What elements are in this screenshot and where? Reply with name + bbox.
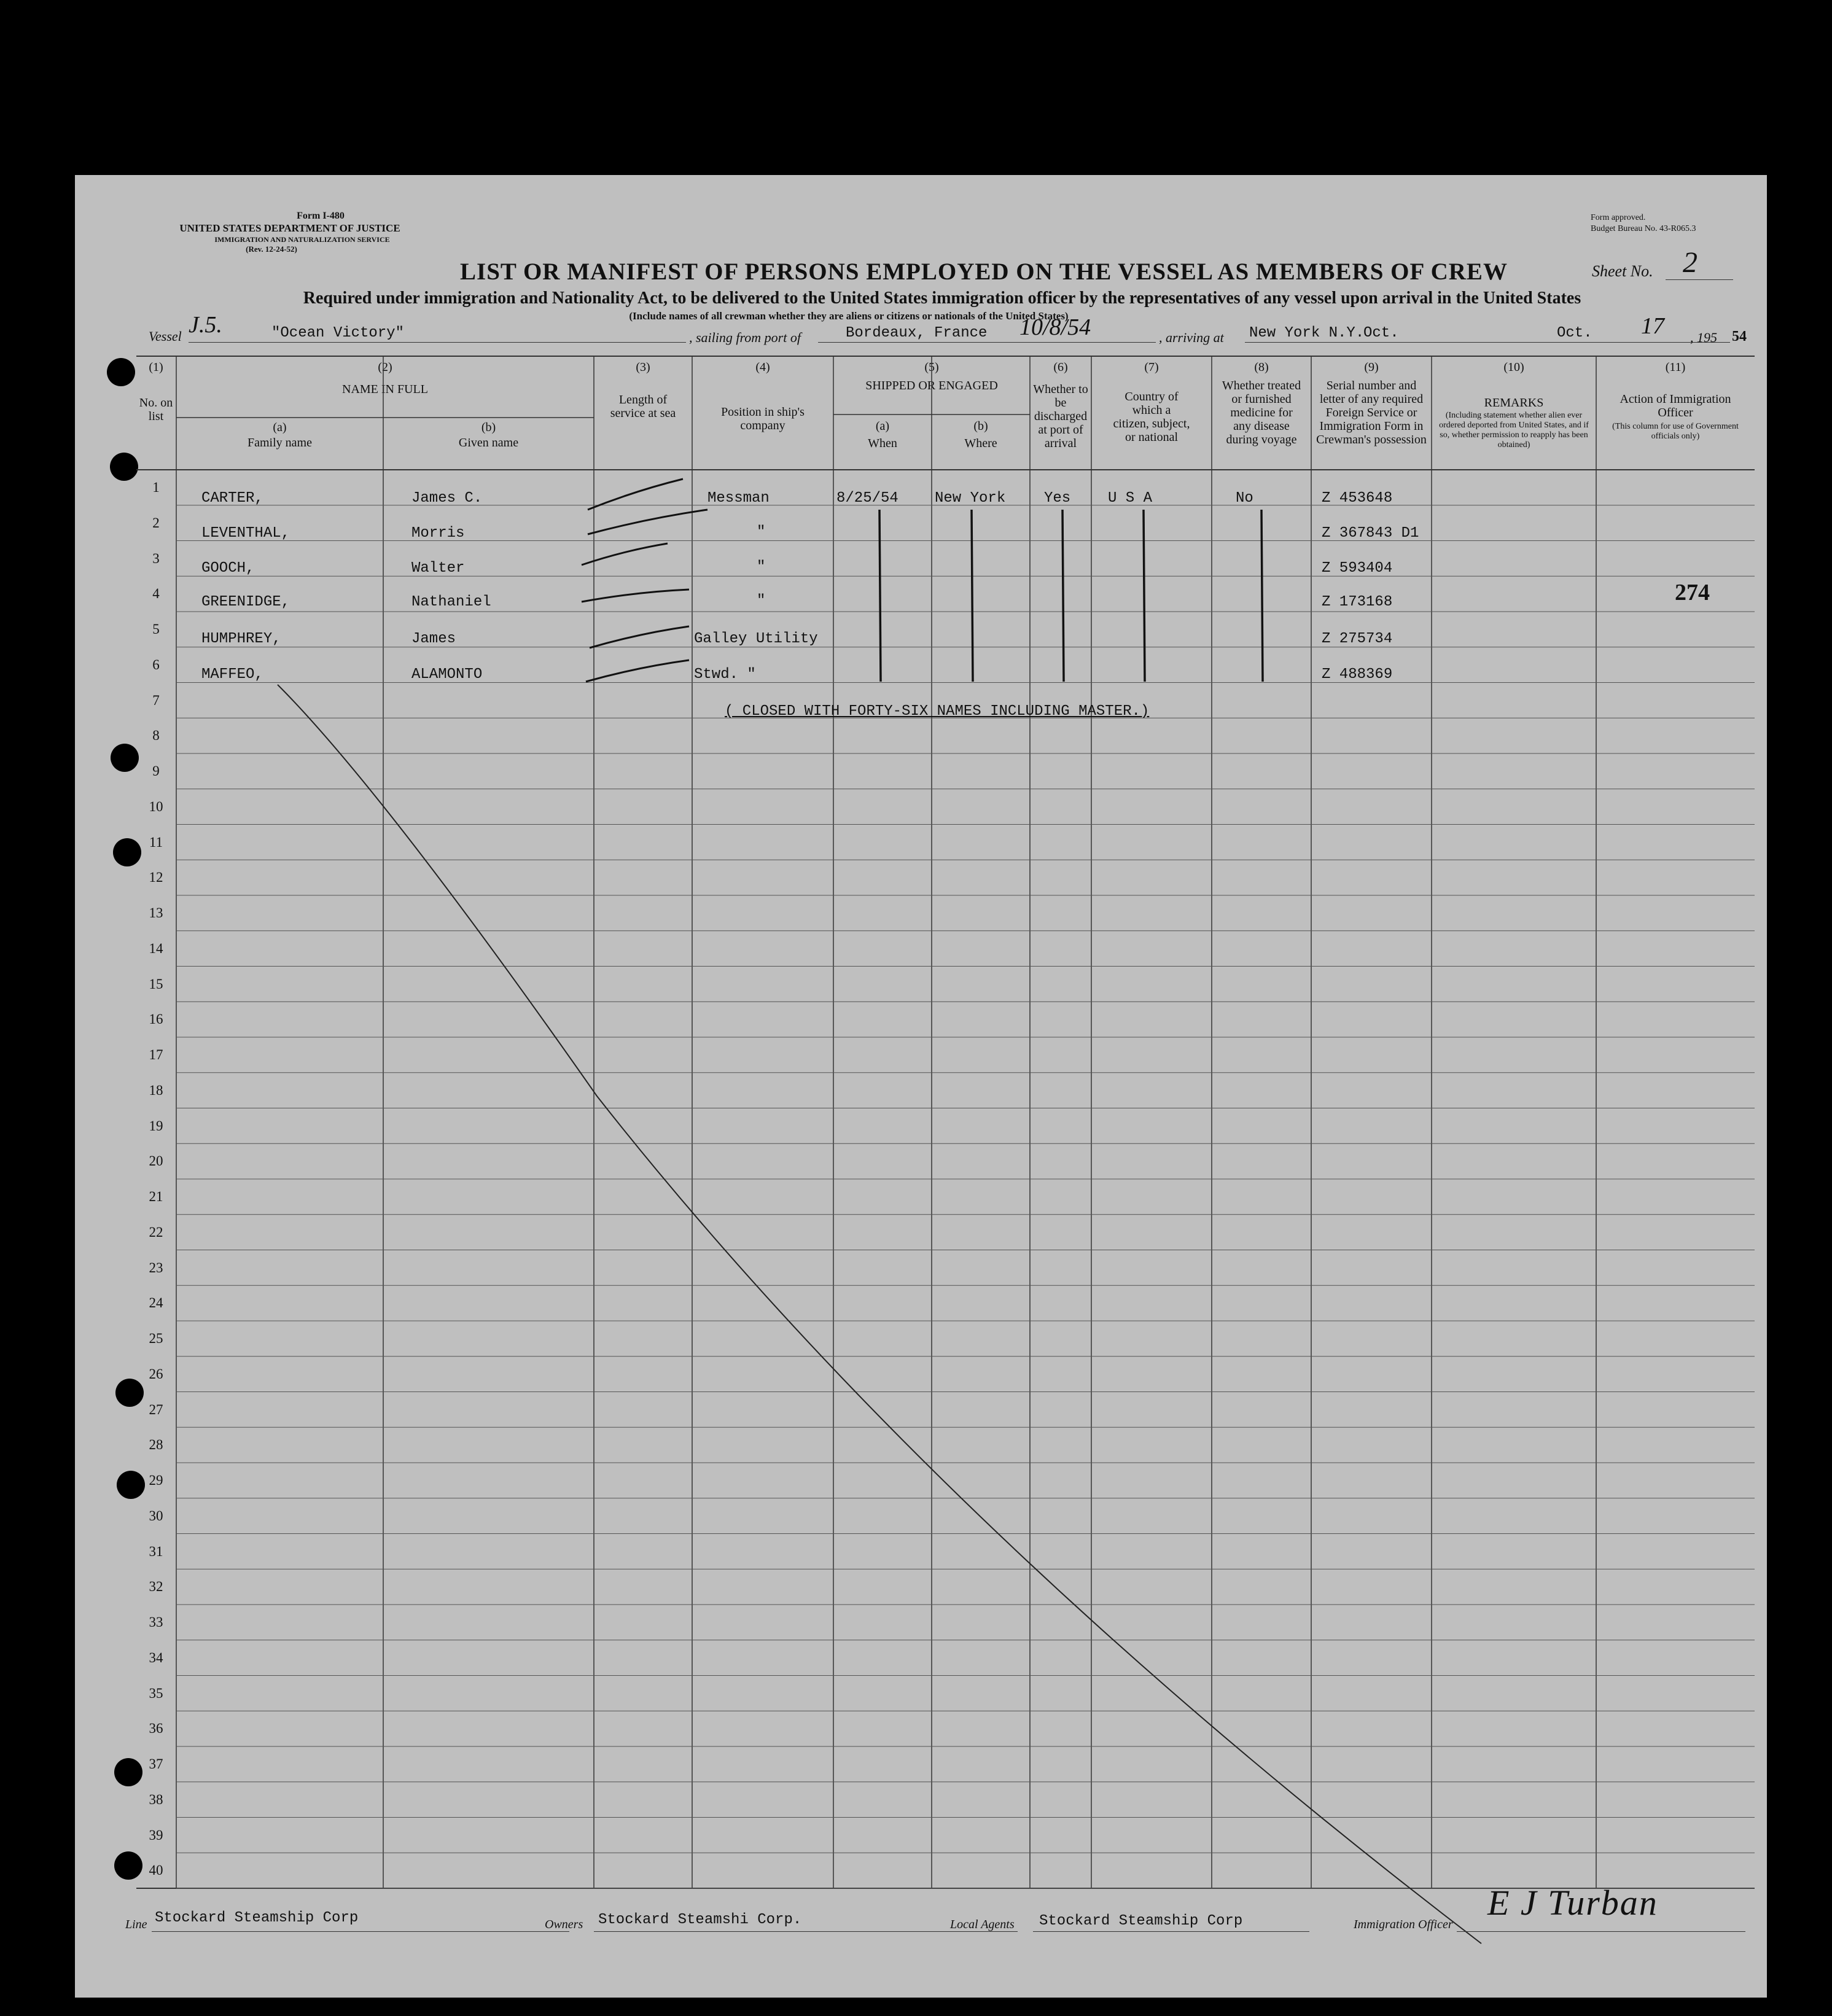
col5a-label: When	[868, 437, 897, 450]
family-name: GOOCH,	[201, 560, 255, 577]
serial-number: Z 488369	[1322, 666, 1393, 683]
officer-label: Immigration Officer	[1354, 1918, 1453, 1931]
row-number: 32	[149, 1579, 163, 1595]
required-statement: Required under immigration and Nationality Act, to be delivered to the United States immigration officer by the representatives of any vessel upon arrival in the United States	[303, 289, 1581, 308]
sailing-port: Bordeaux, France	[846, 325, 988, 341]
col2-label: NAME IN FULL	[342, 383, 428, 396]
col4-num: (4)	[755, 360, 770, 374]
col7-num: (7)	[1144, 360, 1159, 374]
row-number: 38	[149, 1791, 163, 1807]
row-number: 33	[149, 1614, 163, 1630]
row-number: 22	[149, 1224, 163, 1240]
given-name: James	[411, 631, 456, 647]
officer-underline	[1457, 1931, 1745, 1932]
department-name: UNITED STATES DEPARTMENT OF JUSTICE	[179, 222, 400, 234]
arrival-month-2: Oct.	[1557, 325, 1592, 341]
sailing-date-handwritten: 10/8/54	[1019, 314, 1091, 340]
position: Galley Utility	[694, 631, 818, 647]
family-name: GREENIDGE,	[201, 594, 290, 610]
agents-company: Stockard Steamship Corp	[1039, 1913, 1243, 1929]
row-number: 40	[149, 1862, 163, 1878]
row-number: 27	[149, 1401, 163, 1417]
row-number: 20	[149, 1153, 163, 1169]
vessel-label: Vessel	[149, 329, 182, 344]
col9-num: (9)	[1364, 360, 1379, 374]
serial-number: Z 453648	[1322, 490, 1393, 507]
row-number: 28	[149, 1437, 163, 1453]
row-number: 9	[152, 763, 160, 779]
col1-num: (1)	[149, 360, 163, 374]
include-note: (Include names of all crewman whether they are aliens or citizens or nationals of the United States)	[629, 310, 1069, 322]
row-number: 17	[149, 1047, 163, 1063]
ditto-stroke	[1144, 510, 1145, 682]
row-number: 37	[149, 1756, 163, 1772]
col10-label: REMARKS	[1484, 396, 1544, 410]
col10-num: (10)	[1503, 360, 1524, 374]
sailing-label: , sailing from port of	[689, 330, 801, 345]
agents-label: Local Agents	[950, 1918, 1015, 1931]
row-number: 34	[149, 1649, 163, 1665]
family-name: MAFFEO,	[201, 666, 263, 683]
row-number: 35	[149, 1685, 163, 1701]
col5b-label: Where	[964, 437, 997, 450]
revision-date: (Rev. 12-24-52)	[246, 244, 297, 254]
family-name: HUMPHREY,	[201, 631, 281, 647]
arriving-port: New York N.Y.	[1249, 325, 1365, 341]
family-name: LEVENTHAL,	[201, 525, 290, 542]
medicine: No	[1236, 490, 1253, 507]
col8-num: (8)	[1254, 360, 1269, 374]
arrival-day: 17	[1641, 313, 1664, 339]
country: U S A	[1108, 490, 1153, 507]
given-name: Nathaniel	[411, 594, 491, 610]
row-number: 10	[149, 798, 163, 814]
owners-company: Stockard Steamshi Corp.	[598, 1912, 802, 1928]
row-number: 12	[149, 870, 163, 885]
ditto-stroke	[1261, 510, 1263, 682]
vessel-name: "Ocean Victory"	[271, 325, 405, 341]
handwritten-stroke	[588, 510, 707, 534]
closed-note: ( CLOSED WITH FORTY-SIX NAMES INCLUDING MASTER.)	[725, 703, 1150, 720]
line-label: Line	[125, 1918, 147, 1931]
row-number: 5	[152, 621, 160, 637]
line-underline	[152, 1931, 569, 1932]
col2a-label: Family name	[248, 436, 312, 450]
agents-underline	[1033, 1931, 1309, 1932]
arrival-month: Oct.	[1363, 325, 1399, 341]
col5a-num: (a)	[875, 419, 890, 433]
year-prefix: , 195	[1690, 330, 1717, 345]
shipped-when: 8/25/54	[836, 490, 898, 507]
col7-label: Country of which a citizen, subject, or national	[1113, 390, 1190, 444]
row-number: 1	[152, 480, 160, 496]
row-number: 11	[149, 834, 163, 850]
row-number: 31	[149, 1543, 163, 1559]
row-number: 13	[149, 905, 163, 921]
col5-label: SHIPPED OR ENGAGED	[865, 379, 998, 392]
row-number: 24	[149, 1295, 163, 1311]
position: Stwd. "	[694, 666, 756, 683]
col3-num: (3)	[636, 360, 650, 374]
form-number: Form I-480	[297, 211, 345, 221]
handwritten-stroke	[586, 660, 689, 682]
ditto-stroke	[972, 510, 973, 682]
col11-num: (11)	[1665, 360, 1686, 374]
officer-signature: E J Turban	[1487, 1883, 1658, 1923]
col6-num: (6)	[1053, 360, 1068, 374]
given-name: James C.	[411, 490, 483, 507]
row-number: 26	[149, 1366, 163, 1382]
table-grid	[75, 175, 1767, 1998]
row-number: 29	[149, 1473, 163, 1489]
row-number: 15	[149, 976, 163, 992]
col5b-num: (b)	[973, 419, 988, 433]
manifest-sheet	[75, 175, 1767, 1998]
col8-label: Whether treated or furnished medicine for any disease during voyage	[1222, 379, 1301, 446]
ditto-stroke	[1062, 510, 1064, 682]
row-number: 25	[149, 1331, 163, 1347]
position: "	[757, 559, 766, 575]
col11-note: (This column for use of Government officials only)	[1612, 422, 1739, 441]
row-number: 7	[152, 692, 160, 708]
vessel-handwritten: J.5.	[189, 312, 222, 338]
col1-label: No. on list	[139, 396, 173, 423]
serial-number: Z 367843 D1	[1322, 525, 1419, 542]
row-number: 4	[152, 586, 160, 602]
col2-num: (2)	[378, 360, 392, 374]
position: "	[757, 593, 766, 609]
family-name: CARTER,	[201, 490, 263, 507]
budget-bureau: Budget Bureau No. 43-R065.3	[1591, 224, 1696, 233]
officer-action-number: 274	[1675, 580, 1710, 605]
ditto-stroke	[879, 510, 881, 682]
row-number: 3	[152, 550, 160, 566]
col10-note: (Including statement whether alien ever ordered deported from United States, and if so, whether permission to reapply has been obtained)	[1439, 411, 1589, 450]
col2a-num: (a)	[273, 421, 287, 434]
page-title: LIST OR MANIFEST OF PERSONS EMPLOYED ON THE VESSEL AS MEMBERS OF CREW	[460, 259, 1508, 285]
col9-label: Serial number and letter of any required Foreign Service or Immigration Form in Crewman's possession	[1316, 379, 1427, 446]
handwritten-stroke	[590, 626, 689, 648]
row-number: 30	[149, 1508, 163, 1524]
serial-number: Z 275734	[1322, 631, 1393, 647]
shipped-where: New York	[935, 490, 1006, 507]
position: Messman	[707, 490, 770, 507]
col2b-num: (b)	[481, 421, 496, 434]
sheet-number: 2	[1683, 246, 1698, 279]
serial-number: Z 593404	[1322, 560, 1393, 577]
row-number: 19	[149, 1118, 163, 1134]
form-approved: Form approved.	[1591, 213, 1646, 222]
line-company: Stockard Steamship Corp	[155, 1910, 359, 1926]
row-number: 8	[152, 728, 160, 744]
sheet-label: Sheet No.	[1592, 262, 1653, 280]
col6-label: Whether to be discharged at port of arrival	[1033, 383, 1088, 450]
discharged: Yes	[1044, 490, 1071, 507]
row-number: 18	[149, 1082, 163, 1098]
row-number: 2	[152, 515, 160, 531]
arrival-year: 54	[1732, 329, 1747, 344]
row-number: 16	[149, 1011, 163, 1027]
row-number: 6	[152, 656, 160, 672]
given-name: Walter	[411, 560, 465, 577]
row-number: 21	[149, 1189, 163, 1205]
given-name: Morris	[411, 525, 465, 542]
col4-label: Position in ship's company	[721, 405, 805, 432]
col3-label: Length of service at sea	[610, 393, 676, 420]
position: "	[757, 524, 766, 540]
arriving-label: , arriving at	[1159, 330, 1224, 345]
row-number: 39	[149, 1827, 163, 1843]
service-name: IMMIGRATION AND NATURALIZATION SERVICE	[214, 235, 390, 244]
handwritten-stroke	[582, 543, 668, 565]
col2b-label: Given name	[458, 436, 519, 450]
serial-number: Z 173168	[1322, 594, 1393, 610]
col5-num: (5)	[924, 360, 939, 374]
row-number: 23	[149, 1259, 163, 1275]
owners-label: Owners	[545, 1918, 583, 1931]
col11-label: Action of Immigration Officer	[1620, 392, 1731, 419]
handwritten-stroke	[582, 590, 689, 602]
row-number: 14	[149, 940, 163, 956]
given-name: ALAMONTO	[411, 666, 483, 683]
cancellation-line	[278, 685, 1481, 1944]
row-number: 36	[149, 1721, 163, 1737]
